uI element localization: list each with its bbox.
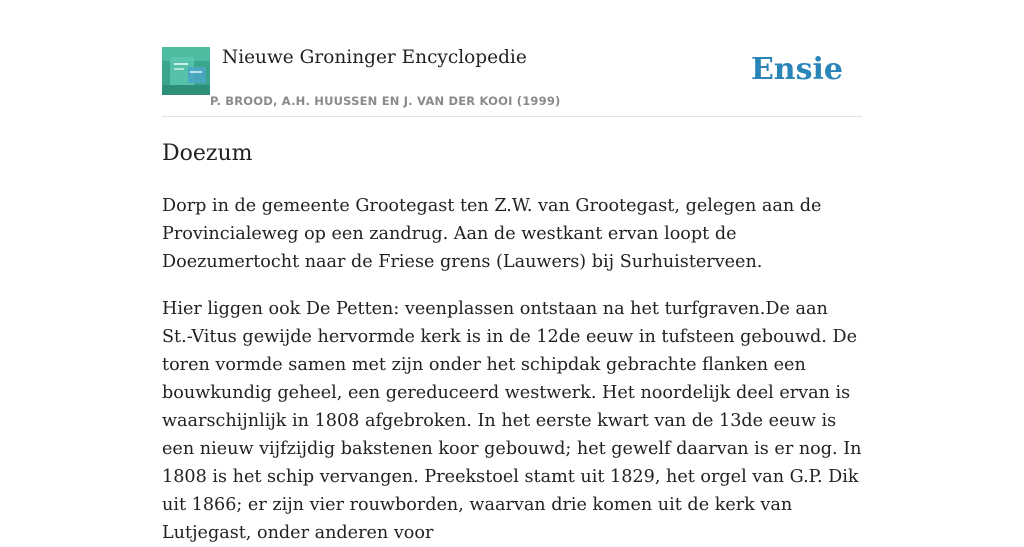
article-title: Doezum: [162, 141, 253, 166]
article-paragraph: Hier liggen ook De Petten: veenplassen ontstaan na het turfgraven.De aan St.-Vitus gewijde hervormde kerk is in de 12de eeuw in tufsteen gebouwd. De toren vormde samen met zijn onder het schipdak gebrachte flanken een bouwkundig geheel, een gereduceerd westwerk. Het noordelijk deel ervan is waarschijnlijk in 1808 afgebroken. In het eerste kwart van de 13de eeuw is een nieuw vijfzijdig bakstenen koor gebouwd; het gewelf daarvan is er nog. In 1808 is het schip vervangen. Preekstoel stamt uit 1829, het orgel van G.P. Dik uit 1866; er zijn vier rouwborden, waarvan drie komen uit de kerk van Lutjegast, onder anderen voor: [162, 299, 862, 543]
book-cover-icon: [162, 47, 210, 95]
publication-avatar: [162, 47, 210, 95]
article-paragraph: Dorp in de gemeente Grootegast ten Z.W. van Grootegast, gelegen aan de Provincialeweg op een zandrug. Aan de westkant ervan loopt de Doezumertocht naar de Friese grens (Lauwers) bij Surhuisterveen.: [162, 196, 822, 272]
header: [162, 0, 862, 117]
article: [162, 138, 862, 547]
ensie-logo[interactable]: Ensie: [750, 52, 843, 87]
publication-title: Nieuwe Groninger Encyclopedie: [222, 47, 527, 68]
publication-authors: P. BROOD, A.H. HUUSSEN EN J. VAN DER KOOI (1999): [210, 94, 561, 108]
